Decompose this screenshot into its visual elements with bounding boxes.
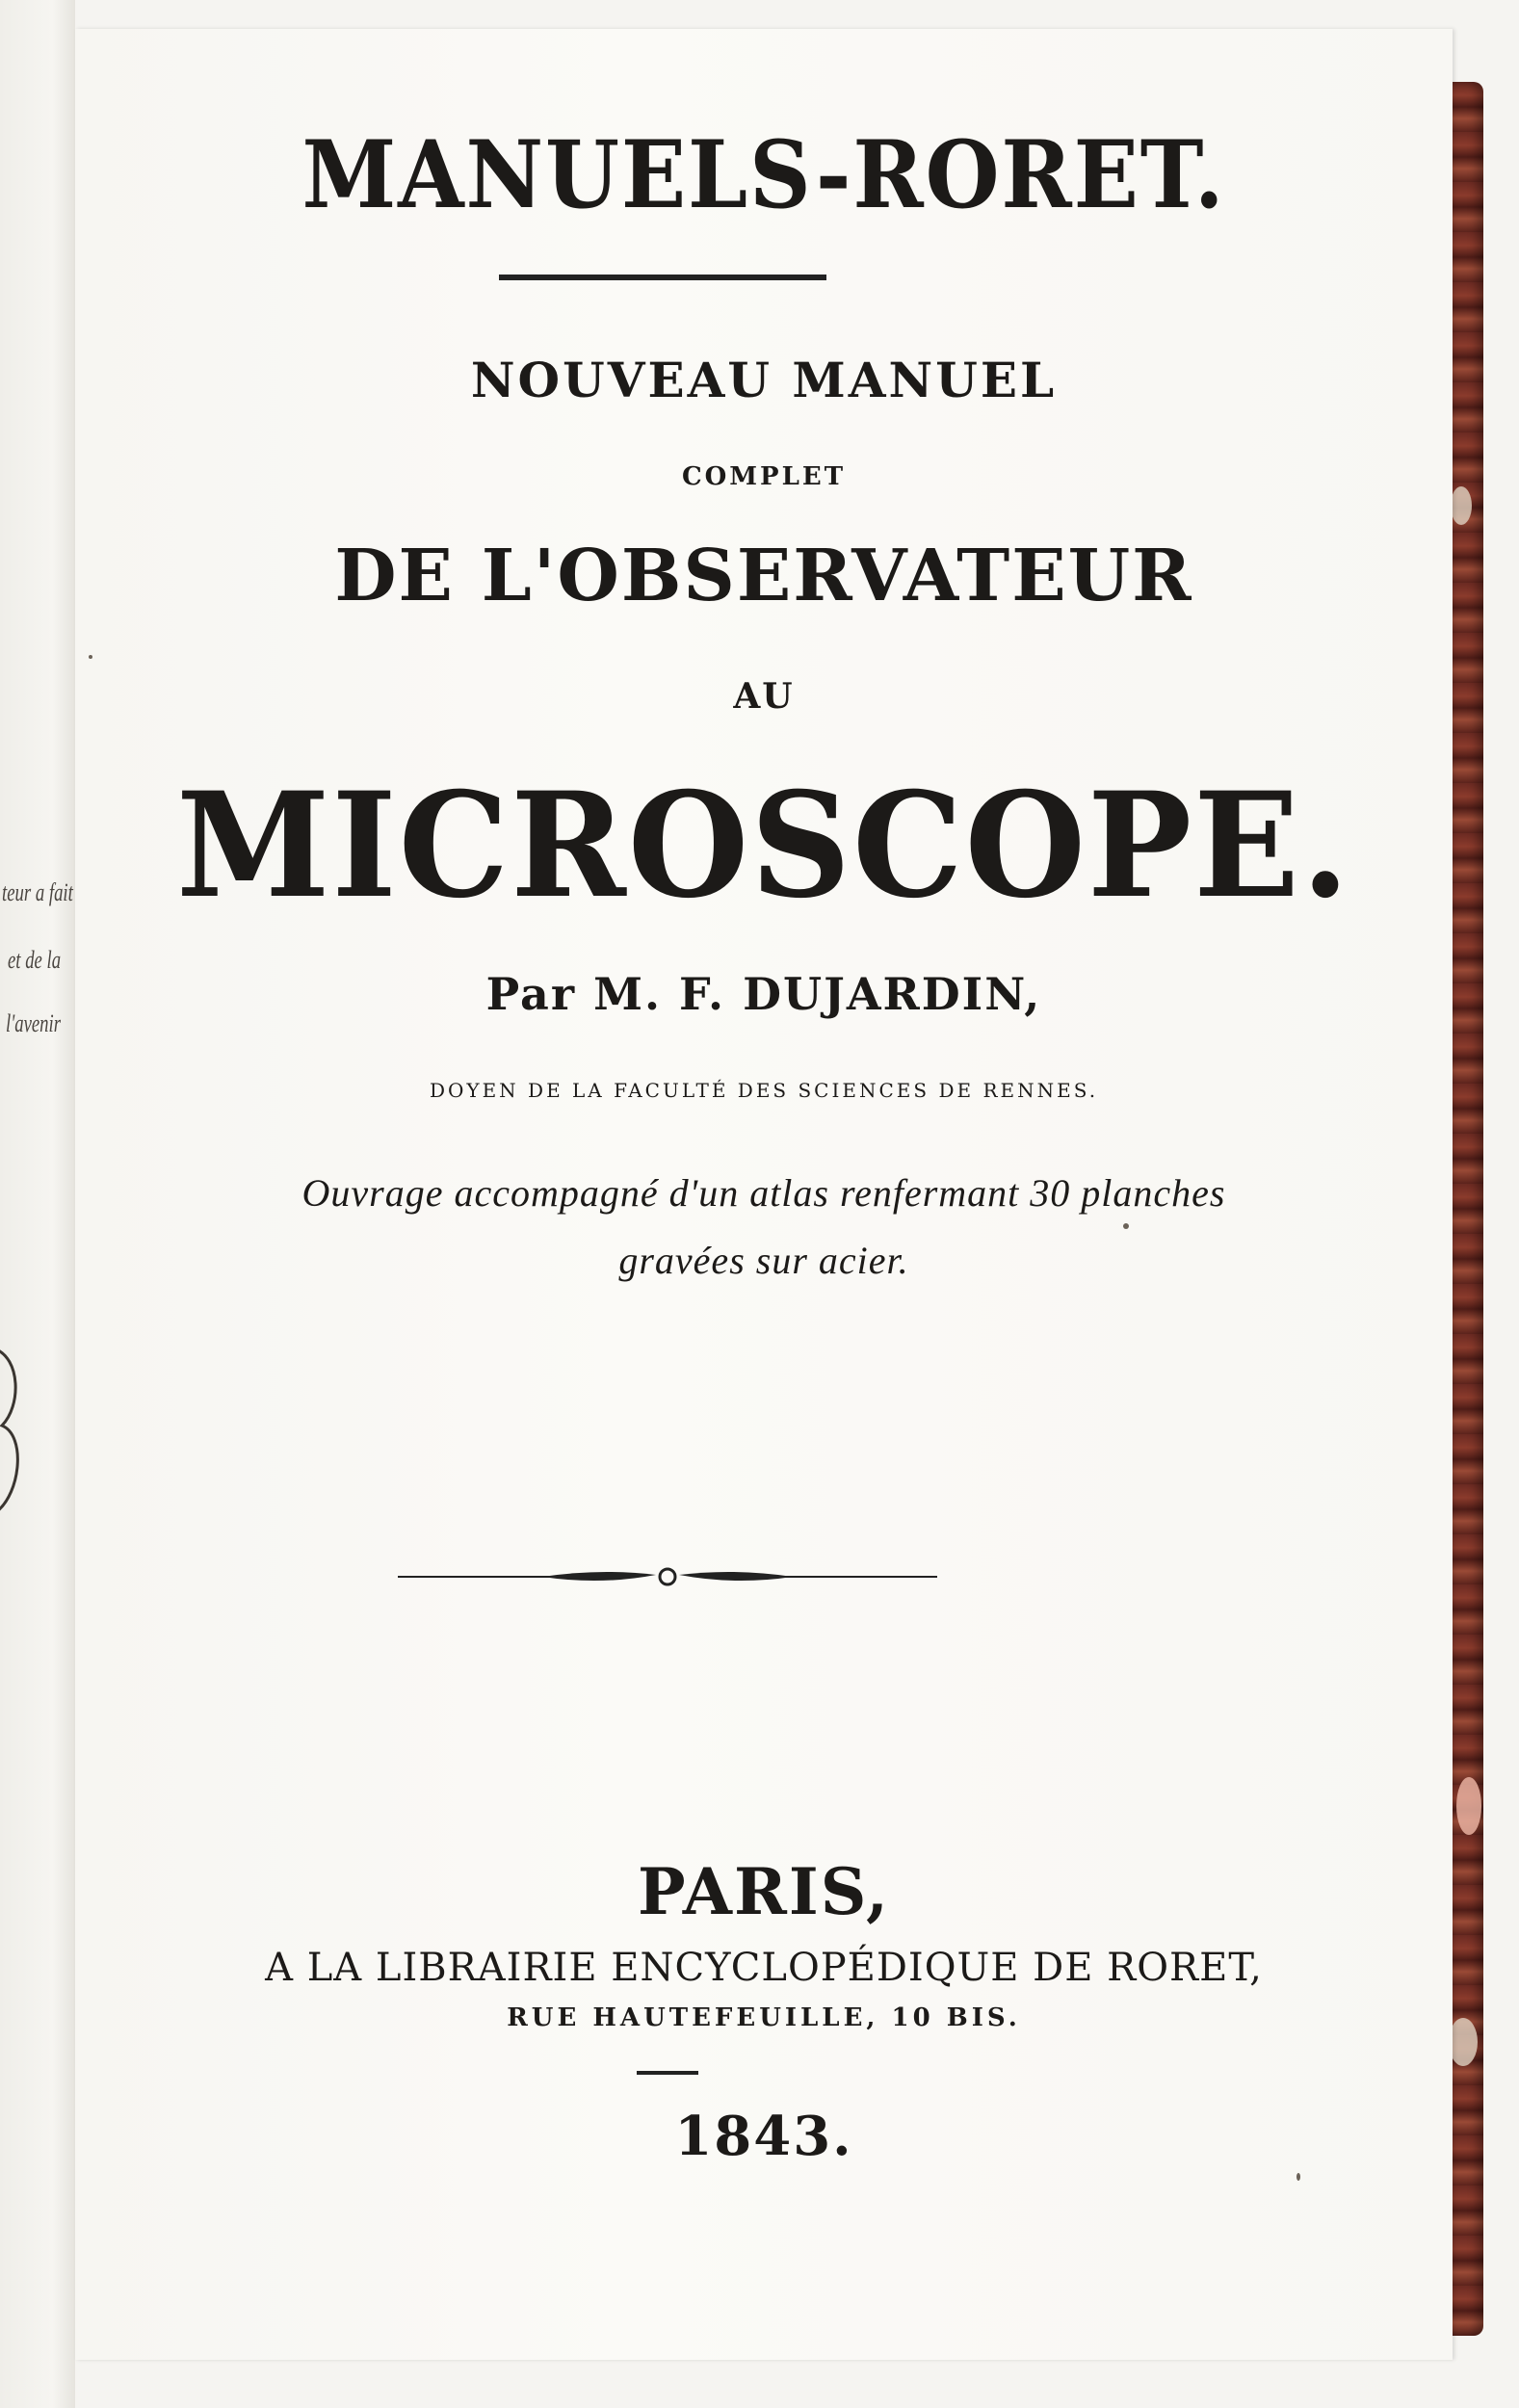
ornamental-divider (398, 1562, 937, 1591)
facing-page-fragment: teur a fait (2, 878, 73, 906)
subtitle-au: AU (733, 676, 795, 717)
series-title: MANUELS-RORET. (301, 120, 1226, 229)
facing-page-fragment: l'avenir (6, 1009, 62, 1037)
author-name: Par M. F. DUJARDIN, (485, 968, 1042, 1020)
facing-page (0, 0, 75, 2408)
imprint-rule (637, 2071, 698, 2075)
subtitle-observateur: DE L'OBSERVATEUR (334, 535, 1193, 617)
cover-wear-spot (1451, 486, 1472, 525)
description-line: Ouvrage accompagné d'un atlas renfermant 30 planches (301, 1171, 1226, 1215)
paper-speck (1123, 1223, 1129, 1229)
publication-year: 1843. (674, 2105, 853, 2168)
cover-wear-spot (1449, 2018, 1478, 2066)
cover-wear-spot (1456, 1777, 1481, 1835)
paper-speck (1296, 2173, 1300, 2181)
main-title: MICROSCOPE. (176, 761, 1351, 930)
imprint-publisher: A LA LIBRAIRIE ENCYCLOPÉDIQUE DE RORET, (265, 1946, 1263, 1990)
subtitle-nouveau-manuel: NOUVEAU MANUEL (470, 352, 1058, 408)
handwriting-mark (0, 1339, 31, 1522)
description-line: gravées sur acier. (618, 1239, 909, 1282)
subtitle-complet: COMPLET (681, 462, 847, 491)
title-page (75, 29, 1453, 2360)
imprint-city: PARIS, (637, 1854, 891, 1929)
imprint-address: RUE HAUTEFEUILLE, 10 BIS. (507, 2003, 1021, 2032)
facing-page-fragment: et de la (8, 946, 62, 974)
title-rule (499, 275, 826, 280)
paper-speck (89, 655, 92, 659)
author-title: DOYEN DE LA FACULTÉ DES SCIENCES DE RENNES. (429, 1079, 1099, 1102)
